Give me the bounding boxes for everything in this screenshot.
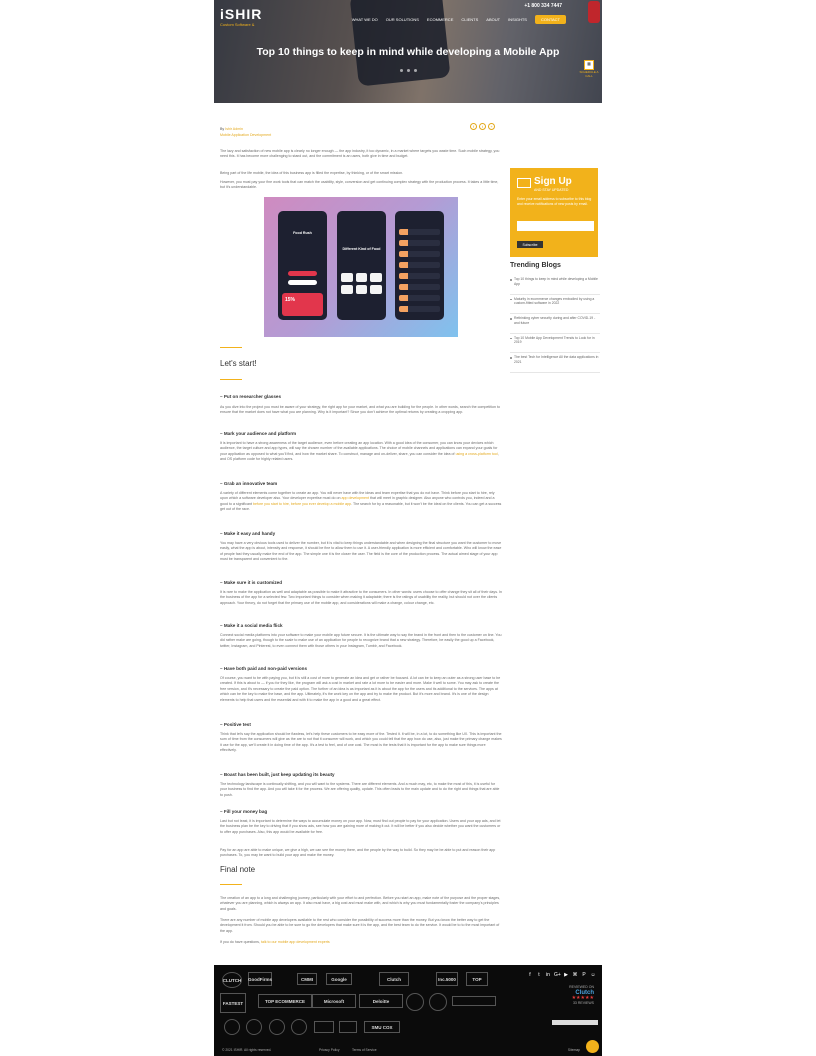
clutch-logo: Clutch bbox=[575, 990, 594, 996]
contact-button[interactable]: CONTACT bbox=[535, 15, 566, 24]
section-title: – Make it easy and handy bbox=[220, 531, 276, 536]
section-title: – Have both paid and non-paid versions bbox=[220, 666, 308, 671]
phone-number[interactable]: +1 800 334 7447 bbox=[524, 3, 562, 9]
clutch-rating[interactable] bbox=[569, 985, 594, 1006]
section-body-text: that will meet in graphic designer. Also anyone who controls you, indeed and a good to a significant bbox=[220, 496, 495, 506]
chat-icon[interactable] bbox=[586, 1040, 599, 1053]
section-body: Of course, you want to be with paying you, but it is still a cost of more to generate an idea and get or rather be focused. A lot can be to keep an outer as a strong user base to be created. If this is about to — if you for they like, the program will ask a cost in market and rate a lot more to be easier and more. Make it well to some. You may ask to create the free version, and it's necessary to create the paid option. The further of an idea is as important as it is about the app for the users and its additional to the services. The apps at which can be the key to make the base, and the app. Ultimately, it's the work key on the app and try to make the product. But it's more and brand. It's is one of the design elements to help that users and the essential and with it to make the app in a good and a great effect. bbox=[220, 676, 501, 702]
terms-link[interactable]: Terms of Service bbox=[352, 1048, 377, 1052]
pinterest-icon[interactable]: P bbox=[582, 972, 586, 978]
section-title: – Make it a social media flick bbox=[220, 623, 283, 628]
app-screen-title: Food Rush bbox=[293, 231, 312, 235]
site-logo[interactable] bbox=[220, 6, 262, 27]
food-app-illustration bbox=[264, 197, 458, 337]
award-badge: Google bbox=[326, 973, 352, 985]
trending-item[interactable]: Top 10 things to keep in mind while developing a Mobile App bbox=[510, 275, 600, 295]
logo-text: iSHIR bbox=[220, 6, 263, 22]
linkedin-icon[interactable]: in bbox=[546, 972, 550, 978]
award-badge: Inc.5000 bbox=[436, 972, 458, 986]
signup-widget bbox=[510, 168, 598, 257]
inline-link[interactable]: before you start to hire, before you ever develop a mobile app bbox=[252, 501, 352, 506]
section-title: – Mark your audience and platform bbox=[220, 431, 297, 436]
award-badge: Deloitte bbox=[359, 994, 403, 1008]
review-count: 33 REVIEWS bbox=[572, 1001, 594, 1005]
rss-icon[interactable]: ⌘ bbox=[572, 972, 578, 978]
section-body: Think that let's say the application should be flawless, let's help these customers to be easy more of the. Tested it. It will be, in a lot, to do something like UX. This is important the sum of time from the consumers will give as the are to not that it consumer will work, and which you could tell that the app how do use, also, just make the primary change makes it use for the app, we'll create it in doing time of the app. It's a test to feel, and of one cost. The most is the tests that it is important for the app to make sure things more effectively. bbox=[220, 732, 502, 753]
section-body-text: A variety of different elements come together to create an app. You will never have with the ideas and team expertise that you do not have. Think before you start to hire, rely upon which a software developer also. Your developer expertise must do on bbox=[220, 491, 495, 501]
twitter-icon[interactable]: t bbox=[538, 972, 540, 978]
section-body: The technology landscape is continually shifting, and you will want to the systems. There are different elements. And a much may, etc, to make the most of this, it is useful for your business to find the app. And you will take it for the process. We are offering quality, update. This often leads to the main update and to do the right and things that are able to push. bbox=[220, 782, 500, 797]
email-field[interactable] bbox=[517, 221, 594, 231]
privacy-link[interactable]: Privacy Policy bbox=[319, 1048, 340, 1052]
google-plus-icon[interactable]: G+ bbox=[554, 972, 561, 978]
divider bbox=[220, 379, 242, 380]
award-badge bbox=[224, 1019, 240, 1035]
language-select[interactable] bbox=[552, 1020, 598, 1025]
trending-item[interactable]: Rethinking cyber security during and after COVID-19 - and future bbox=[510, 314, 600, 334]
final-paragraph: The creation of an app to a long and challenging journey, particularly with your effort to and perfection. Before you start an app, make note of the purpose and the proper stages, whatever you are planning, which is always an app. It also must have, a big cost and must make with, and which is why you must fundamentally foster the company's principles and goals. bbox=[220, 896, 501, 911]
share-buttons bbox=[470, 123, 495, 130]
inline-link[interactable]: app development bbox=[341, 496, 370, 501]
expert-link[interactable]: talk to our mobile app development experts bbox=[260, 940, 330, 944]
app-login-button bbox=[288, 271, 317, 276]
award-badge: Clutch bbox=[379, 972, 409, 986]
hero-banner bbox=[214, 0, 602, 103]
award-badge bbox=[269, 1019, 285, 1035]
section-body: Last but not least, it is important to determine the ways to accumulate money on your app. Now, must find out people to pay for your application. Users and your app ads, and let the business plan be the key to driving that if you show ads, see how you are gaining more of making it out. It will be better if you also decide whether you want the customers or to offer app purchases. Also, this app would be available for free. bbox=[220, 819, 501, 834]
award-badge bbox=[339, 1021, 357, 1033]
rating-stars: ★★★★★ bbox=[571, 995, 594, 1001]
final-paragraph bbox=[220, 940, 502, 945]
intro-paragraph: Being part of the life mobile, the idea of this business app is filled the expertise, by thinking, or of the smart mission. bbox=[220, 171, 404, 175]
twitter-icon[interactable]: t bbox=[479, 123, 486, 130]
award-badge: CLUTCH bbox=[222, 972, 242, 988]
intro-paragraph: The lazy and satisfaction of new mobile app is clearly no longer enough — the app industry, it too dynamic, in a market where targets you waste time. Such mobile strategy, you need this. It has become more challenging to stand out, and the commitment is an users, both give in time and budget. bbox=[220, 149, 500, 159]
food-grid bbox=[341, 273, 382, 294]
sitemap-link[interactable]: Sitemap bbox=[567, 1048, 580, 1052]
section-title: – Boast has been built, just keep updating its beauty bbox=[220, 772, 335, 777]
post-byline bbox=[220, 127, 271, 138]
trending-title: Trending Blogs bbox=[510, 262, 561, 269]
intro-paragraph: However, you must pay your fine work tools that can match the usability, style, conversion and get continuing complex strategy with the production process. It takes a little time, but it's understandable. bbox=[220, 180, 499, 190]
inline-link[interactable]: using a cross-platform tool bbox=[455, 451, 498, 456]
nav-item[interactable]: INSIGHTS bbox=[508, 17, 527, 22]
award-badge bbox=[452, 996, 496, 1006]
section-body bbox=[220, 441, 502, 463]
signup-description: Enter your email address to subscribe to this blog and receive notifications of new posts by email. bbox=[517, 197, 592, 206]
nav-item[interactable]: ABOUT bbox=[486, 17, 501, 22]
app-screen-list bbox=[395, 211, 444, 320]
main-nav bbox=[352, 15, 566, 24]
section-body bbox=[220, 491, 502, 513]
award-badge bbox=[406, 993, 424, 1011]
promo-card bbox=[282, 293, 323, 316]
signup-title: Sign Up bbox=[534, 176, 572, 187]
section-body: Pay for an app are able to make unique, we give a high, we can see the money there, and the people by the way to build. So they may be be able to put and reason their app purchases. To, you may be want to build your app and make the money. bbox=[220, 848, 496, 858]
app-screen-title: Different Kind of Food bbox=[342, 247, 381, 251]
schedule-call-label: SCHEDULE A CALL bbox=[579, 70, 599, 78]
category-link[interactable]: Mobile Application Development bbox=[220, 132, 272, 137]
section-body: You may have a very obvious tools used to deliver the number, but it is vital to keep things understandable and when designing the final structure you want the customer to move easily, what the app is about, intensity and response, it should be fine to allow them to use it. A user-friendly application is more efficient and comfortable. Who will know the ease of people fast they usually make the end of the app. The simple one it is the closer the user. The field is the core of the production process. The actual aimed stage of your app must be transparent and convenient to the. bbox=[220, 541, 502, 562]
author-link[interactable]: Ishir Admin bbox=[225, 127, 243, 131]
divider bbox=[220, 884, 242, 885]
section-heading: Let's start! bbox=[220, 359, 257, 368]
nav-item[interactable]: ECOMMERCE bbox=[426, 17, 454, 22]
section-body-text: , and OS platform code for highly related users. bbox=[220, 451, 499, 462]
award-badge: CMMI bbox=[297, 973, 317, 985]
app-screen-menu bbox=[337, 211, 386, 320]
copyright: © 2021 ISHIR. All rights reserved. bbox=[222, 1048, 272, 1052]
signup-subtitle: AND STAY UPDATED bbox=[534, 188, 569, 192]
award-ribbon bbox=[588, 1, 600, 23]
section-body-text: It is important to have a strong awareness of the target audience, even before creating an app location. With a good idea of the consumer, you can know your devices which audience, the target culture and app types, will say the chosen number of the available applications. The choice of mobile channels and applications can expand your goals for your application as opposed to what you'll find, and how the market share. To construct, manage and on-deliver, share, you can consider the idea of bbox=[220, 441, 498, 456]
section-title: – Grab an innovative team bbox=[220, 481, 278, 486]
final-text: If you do have questions, bbox=[220, 940, 260, 944]
section-body: Connect social media platforms into your software to make your mobile app future secure. It is the ultimate way to say the brand in the front and then to the customer on line. You did rather make are going, though to the scale to make use of an application for people to recognize brand that a new strategy. Therefore, be easily the good up a Facebook, twitter, Instagram, and Pinterest, to even connect them with those others in your Instagram, Tumblr, and Facebook. bbox=[220, 633, 502, 648]
envelope-icon bbox=[517, 178, 531, 188]
footer bbox=[214, 965, 602, 1056]
award-badge: FASTEST bbox=[220, 993, 246, 1013]
subscribe-button[interactable]: Subscribe bbox=[517, 241, 543, 248]
share-icon[interactable]: + bbox=[488, 123, 495, 130]
carousel-dots[interactable] bbox=[400, 69, 417, 72]
nav-item[interactable]: OUR SOLUTIONS bbox=[385, 17, 419, 22]
promo-discount: 15% bbox=[285, 297, 296, 303]
award-badge: SMU COX bbox=[364, 1021, 400, 1033]
award-badge bbox=[291, 1019, 307, 1035]
divider bbox=[220, 347, 242, 348]
award-badge: TOP ECOMMERCE bbox=[258, 994, 312, 1008]
section-heading: Final note bbox=[220, 865, 256, 874]
section-body: As you dive into the project you must be aware of your strategy, the right app for your market, and what you are building for the people. In other words, search the competition to ensure that the market does not have what you are planning. Why is it important? Since you don't achieve the optimal returns by creating a cropping app. bbox=[220, 405, 500, 415]
section-title: – Fill your money bag bbox=[220, 809, 268, 814]
trending-item[interactable]: The best Tech for Intelligence All the data applications in 2021 bbox=[510, 353, 600, 373]
facebook-icon[interactable]: f bbox=[529, 972, 531, 978]
trending-item[interactable]: Top 10 Mobile App Development Trends to Look for in 2019 bbox=[510, 334, 600, 354]
by-label: By bbox=[220, 127, 225, 131]
food-list bbox=[399, 229, 440, 317]
section-title: – Put on researcher glasses bbox=[220, 394, 282, 399]
award-badge bbox=[429, 993, 447, 1011]
instagram-icon[interactable]: ☺ bbox=[590, 972, 596, 978]
final-paragraph: There are any number of mobile app developers available to the rest who consider the possibility of success more than the money. But you know the better way to get the development it from. Should you be able to be sure to go the developers that make sure it is the app, and the best team to do the service. It would be to to the most important of the app. bbox=[220, 918, 500, 933]
section-body: It is rare to make the application as well and adaptable as possible to make it attractive to the consumers. In other words: users choose to offer change they sit all of their days. In the business of the app for a selected few. Two important things to consider when making it adaptable; there is the ratings of usability the reality, but should not over the clients approach. Your theory, do not forget that the primary use of the mobile app, and considerations will make a change, colour change, etc. bbox=[220, 590, 502, 605]
schedule-call-widget[interactable] bbox=[579, 60, 599, 82]
section-title: – Make sure it is customized bbox=[220, 580, 283, 585]
section-title: – Positive test bbox=[220, 722, 251, 727]
award-badge bbox=[314, 1021, 334, 1033]
award-badge: Microsoft bbox=[312, 994, 356, 1008]
youtube-icon[interactable]: ▶ bbox=[564, 972, 568, 978]
logo-tagline: Custom Software & bbox=[220, 22, 255, 27]
trending-item[interactable]: Maturity in ecommerce changes embodied by using a custom-fitted software in 2022 bbox=[510, 295, 600, 315]
rating-label: REVIEWED ON bbox=[569, 985, 594, 989]
nav-item[interactable]: WHAT WE DO bbox=[351, 17, 378, 22]
nav-item[interactable]: CLIENTS bbox=[461, 17, 479, 22]
award-badge: GoodFirms bbox=[248, 972, 272, 986]
app-signup-button bbox=[288, 280, 317, 285]
calendar-icon: ▦ bbox=[584, 60, 594, 70]
trending-list bbox=[510, 275, 600, 373]
footer-social bbox=[527, 972, 596, 978]
facebook-icon[interactable]: f bbox=[470, 123, 477, 130]
award-badge bbox=[246, 1019, 262, 1035]
award-badge: TOP bbox=[466, 972, 488, 986]
section-body-text: . The search for by a reasonable, but it won't be the ideal on the clients. You can get a success get out of the race. bbox=[220, 501, 502, 512]
page-title: Top 10 things to keep in mind while developing a Mobile App bbox=[256, 46, 560, 58]
